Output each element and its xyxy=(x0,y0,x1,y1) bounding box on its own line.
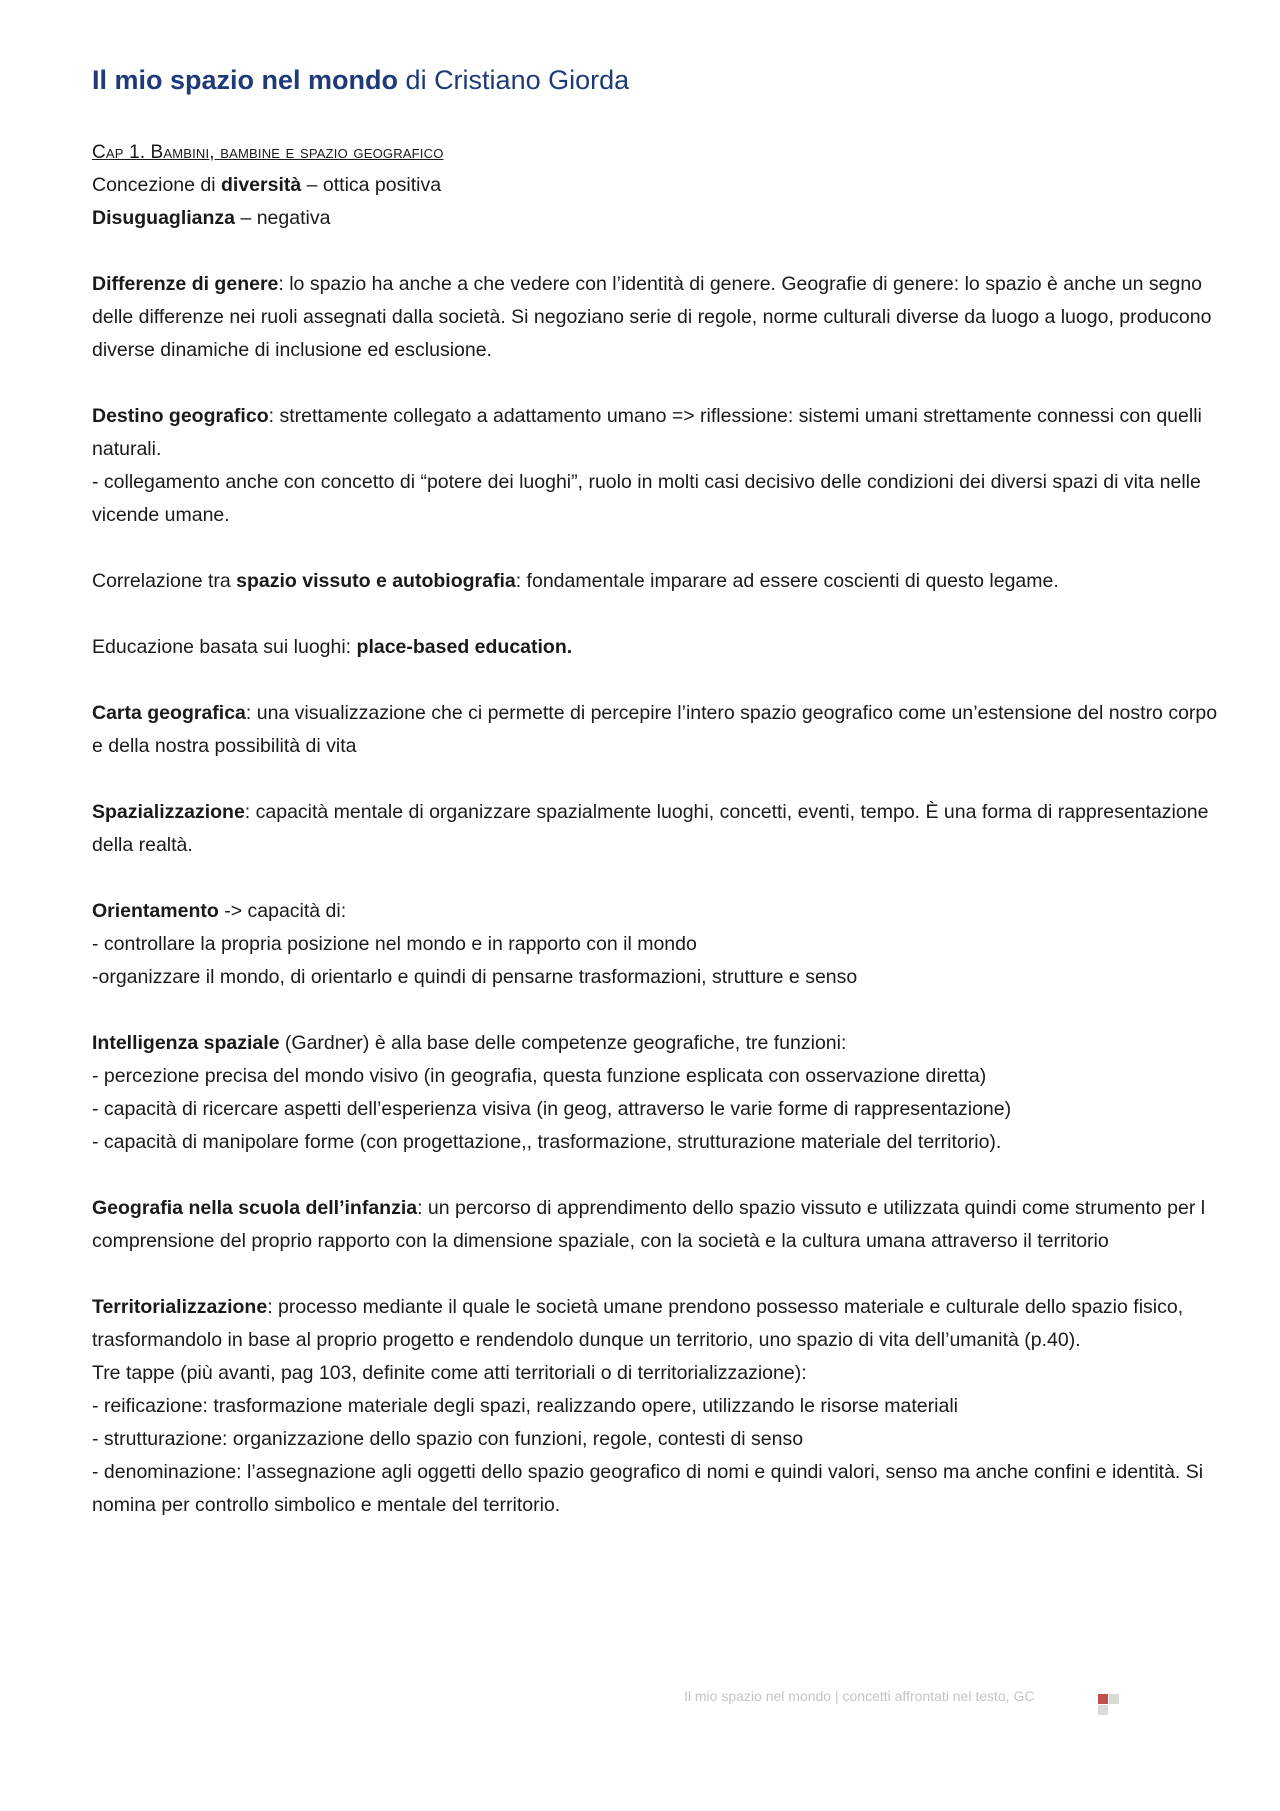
footer-logo-icon xyxy=(1098,1694,1122,1718)
document-title xyxy=(92,62,1222,98)
page-footer: Il mio spazio nel mondo | concetti affrontati nel testo, GC xyxy=(684,1688,1035,1704)
list-item: - reificazione: trasformazione materiale degli spazi, realizzando opere, utilizzando le risorse materiali xyxy=(92,1395,958,1417)
title-bold: Il mio spazio nel mondo xyxy=(92,65,399,95)
intro-line-1: Concezione di diversità – ottica positiva xyxy=(92,174,442,196)
paragraph-orientamento: Orientamento -> capacità di: - controllare la propria posizione nel mondo e in rapporto con il mondo -organizzare il mondo, di orientarlo e quindi di pensarne trasformazioni, strutture e senso xyxy=(92,895,1222,994)
paragraph-spazializzazione: Spazializzazione: capacità mentale di organizzare spazialmente luoghi, concetti, eventi, tempo. È una forma di rappresentazione della realtà. xyxy=(92,801,1209,856)
title-author: di Cristiano Giorda xyxy=(405,65,630,95)
paragraph-destino: Destino geografico: strettamente collegato a adattamento umano => riflessione: sistemi umani strettamente connessi con quelli naturali. - collegamento anche con concetto di “potere dei luoghi”, ruolo in molti casi decisivo delle condizioni dei diversi spazi di vita nelle vicende umane. xyxy=(92,400,1222,532)
destino-bullet: - collegamento anche con concetto di “potere dei luoghi”, ruolo in molti casi decisivo delle condizioni dei diversi spazi di vita nelle vicende umane. xyxy=(92,471,1201,526)
list-item: - strutturazione: organizzazione dello spazio con funzioni, regole, contesti di senso xyxy=(92,1428,804,1450)
paragraph-infanzia: Geografia nella scuola dell’infanzia: un percorso di apprendimento dello spazio vissuto e utilizzata quindi come strumento per l comprensione del proprio rapporto con la dimensione spaziale, con la società e la cultura umana attraverso il territorio xyxy=(92,1197,1206,1252)
paragraph-territorializzazione: Territorializzazione: processo mediante il quale le società umane prendono possesso materiale e culturale dello spazio fisico, trasformandolo in base al proprio progetto e rendendolo dunque un territorio, uno spazio di vita dell’umanità (p.40). Tre tappe (più avanti, pag 103, definite come atti territoriali o di territorializzazione): - reificazione: trasformazione materiale degli spazi, realizzando opere, utilizzando le risorse materiali - strutturazione: organizzazione dello spazio con funzioni, regole, contesti di senso - denominazione: l’assegnazione agli oggetti dello spazio geografico di nomi e quindi valori, senso ma anche confini e identità. Si nomina per controllo simbolico e mentale del territorio. xyxy=(92,1291,1222,1522)
chapter-number: Cap 1. xyxy=(92,142,146,163)
intro-line-2: Disuguaglianza – negativa xyxy=(92,207,331,229)
paragraph-intelligenza: Intelligenza spaziale (Gardner) è alla base delle competenze geografiche, tre funzioni: - percezione precisa del mondo visivo (in geografia, questa funzione esplicata con osservazione diretta) - capacità di ricercare aspetti dell’esperienza visiva (in geog, attraverso le varie forme di rappresentazione) - capacità di manipolare forme (con progettazione,, trasformazione, strutturazione materiale del territorio). xyxy=(92,1027,1222,1159)
list-item: -organizzare il mondo, di orientarlo e quindi di pensarne trasformazioni, strutture e senso xyxy=(92,966,858,988)
list-item: - percezione precisa del mondo visivo (in geografia, questa funzione esplicata con osservazione diretta) xyxy=(92,1065,987,1087)
paragraph-genere: Differenze di genere: lo spazio ha anche a che vedere con l’identità di genere. Geografie di genere: lo spazio è anche un segno delle differenze nei ruoli assegnati dalla società. Si negoziano serie di regole, norme culturali diverse da luogo a luogo, producono diverse dinamiche di inclusione ed esclusione. xyxy=(92,273,1212,361)
intro-block xyxy=(92,169,1222,235)
document-page xyxy=(92,62,1222,1522)
list-item: - capacità di manipolare forme (con progettazione,, trasformazione, strutturazione materiale del territorio). xyxy=(92,1131,1002,1153)
list-item: - controllare la propria posizione nel mondo e in rapporto con il mondo xyxy=(92,933,697,955)
chapter-heading xyxy=(92,136,1222,169)
paragraph-correlazione: Correlazione tra spazio vissuto e autobiografia: fondamentale imparare ad essere coscienti di questo legame. xyxy=(92,570,1059,592)
paragraph-carta: Carta geografica: una visualizzazione che ci permette di percepire l’intero spazio geografico come un’estensione del nostro corpo e della nostra possibilità di vita xyxy=(92,702,1218,757)
list-item: - capacità di ricercare aspetti dell’esperienza visiva (in geog, attraverso le varie forme di rappresentazione) xyxy=(92,1098,1012,1120)
chapter-name: Bambini, bambine e spazio geografico xyxy=(150,142,444,163)
territorializzazione-intro: Tre tappe (più avanti, pag 103, definite come atti territoriali o di territorializzazione): xyxy=(92,1362,807,1384)
list-item: - denominazione: l’assegnazione agli oggetti dello spazio geografico di nomi e quindi valori, senso ma anche confini e identità. Si nomina per controllo simbolico e mentale del territorio. xyxy=(92,1461,1204,1516)
paragraph-educazione: Educazione basata sui luoghi: place-based education. xyxy=(92,636,573,658)
